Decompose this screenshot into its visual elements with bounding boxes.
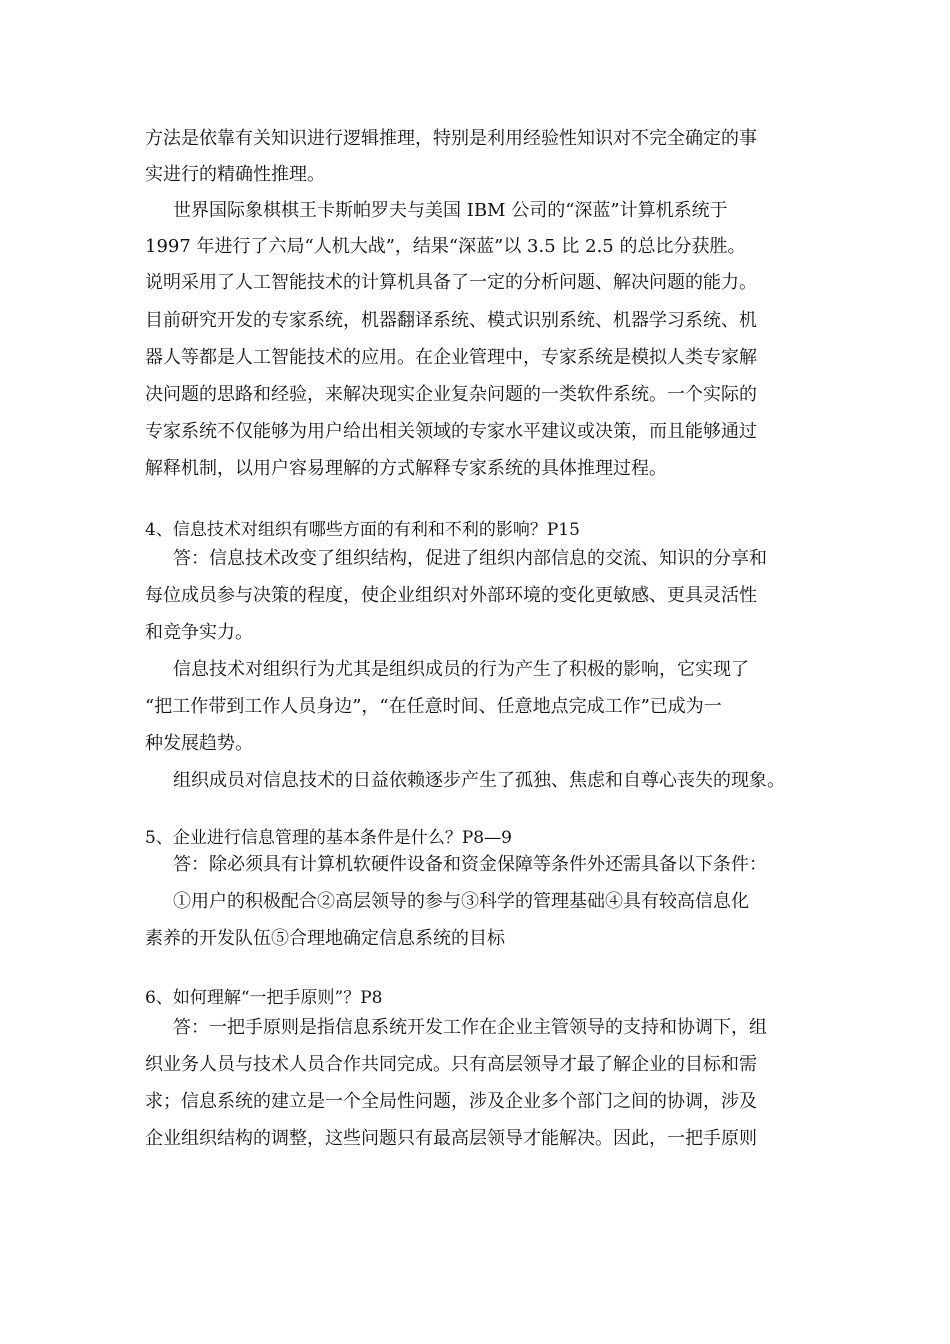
answer-line: 答：一把手原则是指信息系统开发工作在企业主管领导的支持和协调下，组 [173,1017,767,1038]
answer-line: 和竞争实力。 [145,622,253,643]
text-line: 专家系统不仅能够为用户给出相关领域的专家水平建议或决策，而且能够通过 [145,421,757,442]
text-line: 方法是依靠有关知识进行逻辑推理，特别是利用经验性知识对不完全确定的事 [145,128,757,149]
text-line: 1997 年进行了六局“人机大战”，结果“深蓝”以 3.5 比 2.5 的总比分获胜。 [145,236,746,257]
answer-line: ①用户的积极配合②高层领导的参与③科学的管理基础④具有较高信息化 [173,891,749,912]
text-line: 目前研究开发的专家系统，机器翻译系统、模式识别系统、机器学习系统、机 [145,310,757,331]
text-line: 器人等都是人工智能技术的应用。在企业管理中，专家系统是模拟人类专家解 [145,347,757,368]
question-heading: 5、企业进行信息管理的基本条件是什么？P8—9 [145,828,512,848]
answer-line: 织业务人员与技术人员合作共同完成。只有高层领导才最了解企业的目标和需 [145,1054,757,1075]
answer-line: 每位成员参与决策的程度，使企业组织对外部环境的变化更敏感、更具灵活性 [145,585,757,606]
answer-line: 求；信息系统的建立是一个全局性问题，涉及企业多个部门之间的协调，涉及 [145,1091,757,1112]
question-heading: 6、如何理解“一把手原则”？P8 [145,988,383,1008]
text-line: 解释机制，以用户容易理解的方式解释专家系统的具体推理过程。 [145,458,667,479]
answer-line: 组织成员对信息技术的日益依赖逐步产生了孤独、焦虑和自尊心丧失的现象。 [173,770,785,791]
text-line: 世界国际象棋棋王卡斯帕罗夫与美国 IBM 公司的“深蓝”计算机系统于 [173,200,728,221]
answer-line: 种发展趋势。 [145,733,253,754]
answer-line: 信息技术对组织行为尤其是组织成员的行为产生了积极的影响，它实现了 [173,659,749,680]
question-heading: 4、信息技术对组织有哪些方面的有利和不利的影响？P15 [145,520,580,540]
text-line: 说明采用了人工智能技术的计算机具备了一定的分析问题、解决问题的能力。 [145,272,757,293]
answer-line: “把工作带到工作人员身边”，“在任意时间、任意地点完成工作”已成为一 [145,696,722,717]
answer-line: 答：信息技术改变了组织结构，促进了组织内部信息的交流、知识的分享和 [173,548,767,569]
text-line: 实进行的精确性推理。 [145,164,325,185]
answer-line: 企业组织结构的调整，这些问题只有最高层领导才能解决。因此，一把手原则 [145,1128,757,1149]
answer-line: 答：除必须具有计算机软硬件设备和资金保障等条件外还需具备以下条件： [173,854,767,875]
text-line: 决问题的思路和经验，来解决现实企业复杂问题的一类软件系统。一个实际的 [145,384,757,405]
answer-line: 素养的开发队伍⑤合理地确定信息系统的目标 [145,928,505,949]
